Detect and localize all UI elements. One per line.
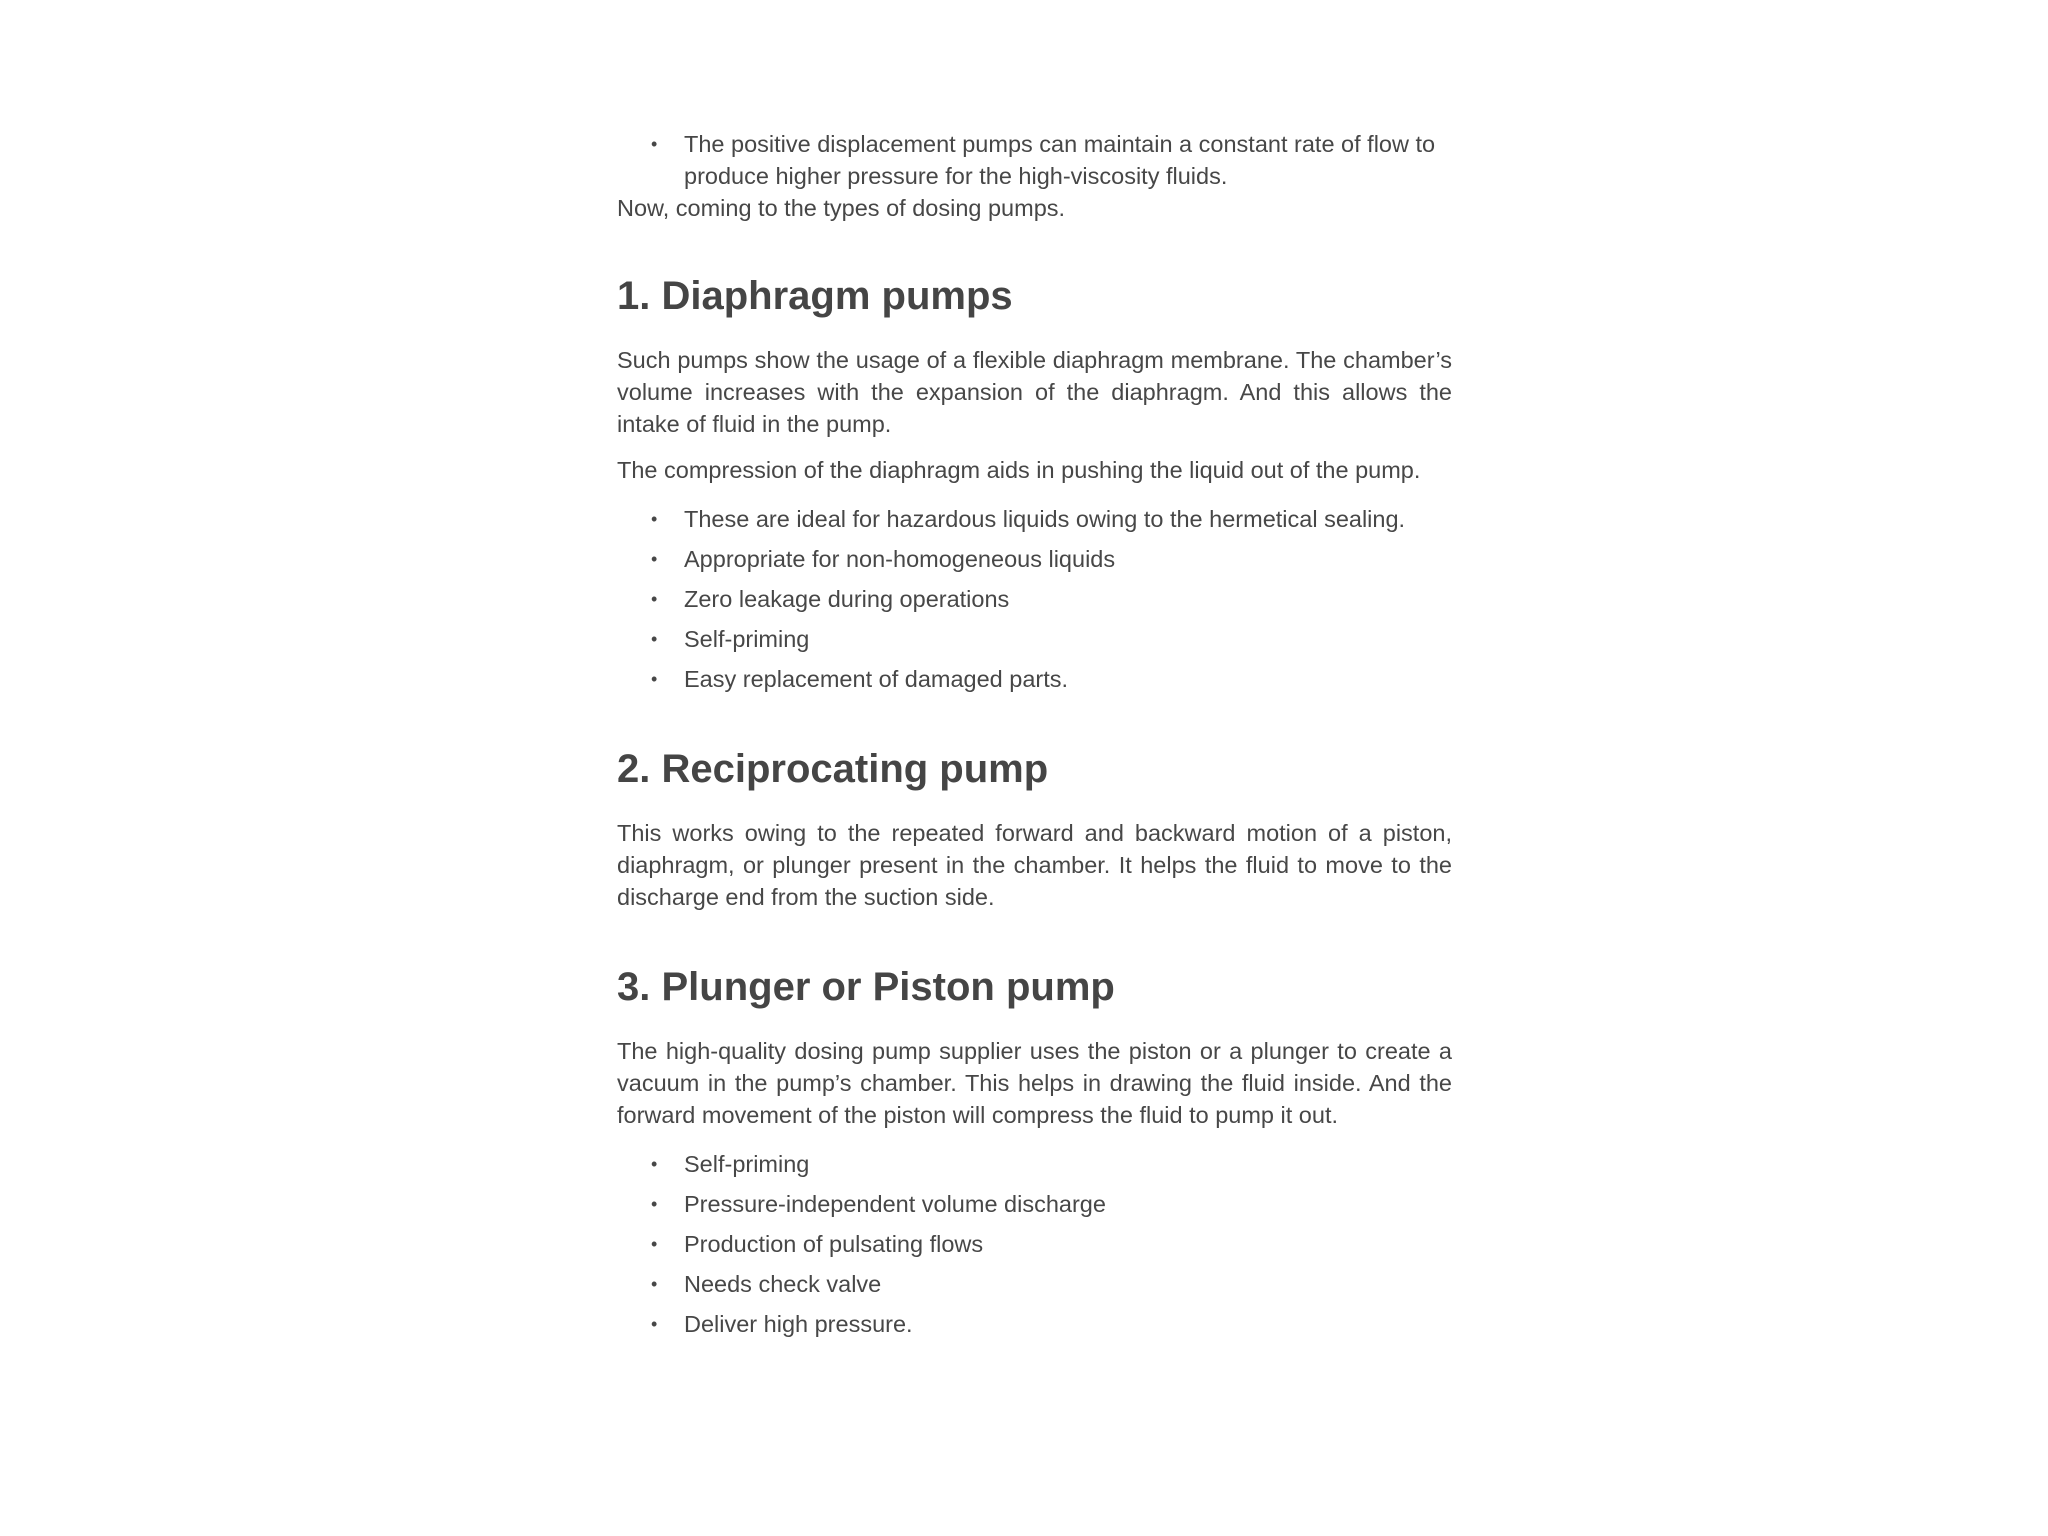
- bullet-icon: •: [651, 1234, 658, 1254]
- list-item: [617, 543, 1452, 575]
- bullet-icon: •: [651, 509, 658, 529]
- diaphragm-bullet-list: [617, 503, 1452, 695]
- paragraph: The compression of the diaphragm aids in pushing the liquid out of the pump.: [617, 457, 1421, 483]
- bullet-icon: •: [651, 629, 658, 649]
- list-item-text: Production of pulsating flows: [684, 1231, 984, 1257]
- document-page: [617, 128, 1452, 1348]
- list-item-text: Appropriate for non-homogeneous liquids: [684, 546, 1116, 572]
- paragraph: Such pumps show the usage of a flexible diaphragm membrane. The chamber’s volume increases with the expansion of the diaphragm. And this allows the intake of fluid in the pump.: [617, 347, 1452, 437]
- list-item-text: The positive displacement pumps can maintain a constant rate of flow to produce higher pressure for the high-viscosity fluids.: [684, 131, 1436, 189]
- list-item: [617, 1228, 1452, 1260]
- list-item-text: Zero leakage during operations: [684, 586, 1010, 612]
- bullet-icon: •: [651, 1274, 658, 1294]
- section-heading-plunger: 3. Plunger or Piston pump: [617, 965, 1115, 1009]
- bullet-icon: •: [651, 1314, 658, 1334]
- bullet-icon: •: [651, 589, 658, 609]
- bullet-icon: •: [651, 134, 658, 154]
- plunger-bullet-list: [617, 1148, 1452, 1340]
- section-heading-diaphragm: 1. Diaphragm pumps: [617, 274, 1013, 318]
- bullet-icon: •: [651, 669, 658, 689]
- list-item: [617, 623, 1452, 655]
- list-item: [617, 1188, 1452, 1220]
- intro-bullet-list: [617, 128, 1452, 192]
- list-item: [617, 663, 1452, 695]
- bullet-icon: •: [651, 549, 658, 569]
- intro-paragraph: Now, coming to the types of dosing pumps.: [617, 195, 1066, 221]
- list-item: [617, 583, 1452, 615]
- list-item: [617, 128, 1452, 192]
- list-item: [617, 1148, 1452, 1180]
- section-heading-reciprocating: 2. Reciprocating pump: [617, 747, 1049, 791]
- list-item-text: Deliver high pressure.: [684, 1311, 913, 1337]
- list-item-text: Self-priming: [684, 626, 810, 652]
- bullet-icon: •: [651, 1194, 658, 1214]
- list-item-text: Pressure-independent volume discharge: [684, 1191, 1106, 1217]
- list-item: [617, 503, 1452, 535]
- list-item-text: Easy replacement of damaged parts.: [684, 666, 1069, 692]
- list-item-text: These are ideal for hazardous liquids owing to the hermetical sealing.: [684, 506, 1406, 532]
- list-item-text: Self-priming: [684, 1151, 810, 1177]
- list-item: [617, 1268, 1452, 1300]
- list-item: [617, 1308, 1452, 1340]
- bullet-icon: •: [651, 1154, 658, 1174]
- paragraph: The high-quality dosing pump supplier uses the piston or a plunger to create a vacuum in the pump’s chamber. This helps in drawing the fluid inside. And the forward movement of the piston will compress the fluid to pump it out.: [617, 1038, 1452, 1128]
- paragraph: This works owing to the repeated forward and backward motion of a piston, diaphragm, or plunger present in the chamber. It helps the fluid to move to the discharge end from the suction side.: [617, 820, 1452, 910]
- list-item-text: Needs check valve: [684, 1271, 882, 1297]
